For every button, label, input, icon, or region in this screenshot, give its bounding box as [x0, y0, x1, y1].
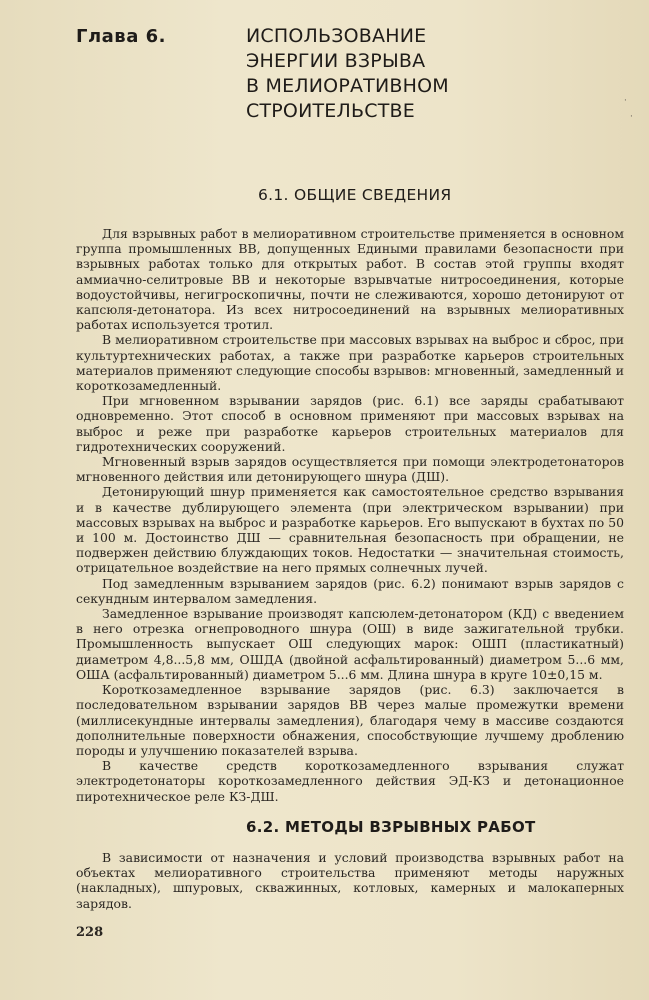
paragraph: При мгновенном взрывании зарядов (рис. 6.1) все заряды срабатывают одновременно. Этот способ в основном применяют при массовых взрывах на выброс и реже при разработке карьеров строительных материалов для гидротехнических сооружений. — [76, 393, 624, 454]
section-title-general: 6.1. ОБЩИЕ СВЕДЕНИЯ — [258, 186, 452, 204]
chapter-title-line: ЭНЕРГИИ ВЗРЫВА — [246, 50, 426, 72]
paragraph: Под замедленным взрыванием зарядов (рис. 6.2) понимают взрыв зарядов с секундным интервалом замедления. — [76, 575, 624, 606]
print-speck: · — [630, 112, 633, 122]
paragraph: В мелиоративном строительстве при массовых взрывах на выброс и сброс, при культуртехнических работах, а также при разработке карьеров строительных материалов применяют следующие способы взрывов: мгновенный, замедленный и короткозамедленный. — [76, 332, 624, 394]
section-body-general — [76, 226, 624, 804]
section-body-methods — [76, 850, 624, 911]
paragraph: Для взрывных работ в мелиоративном строительстве применяется в основном группа промышленных ВВ, допущенных Едиными правилами безопасности при взрывных работах только для открытых работ. В состав этой группы входят аммиачно-селитровые ВВ и некоторые взрывчатые нитросоединения, которые водоустойчивы, негигроскопичны, почти не слеживаются, хорошо детонируют от капсюля-детонатора. Из всех нитросоединений на взрывных мелиоративных работах используется тротил. — [76, 226, 624, 333]
chapter-title-line: В МЕЛИОРАТИВНОМ — [246, 75, 449, 97]
section-title-methods: 6.2. МЕТОДЫ ВЗРЫВНЫХ РАБОТ — [246, 818, 536, 836]
chapter-title — [246, 24, 449, 124]
chapter-title-line: СТРОИТЕЛЬСТВЕ — [246, 100, 415, 122]
paragraph: Замедленное взрывание производят капсюлем-детонатором (КД) с введением в него отрезка огнепроводного шнура (ОШ) в виде зажигательной трубки. Промышленность выпускает ОШ следующих марок: ОШП (пластикатный) диаметром 4,8...5,8 мм, ОШДА (двойной асфальтированный) диаметром 5...6 мм, ОША (асфальтированный) диаметром 5...6 мм. Длина шнура в круге 10±0,15 м. — [76, 606, 624, 682]
chapter-title-line: ИСПОЛЬЗОВАНИЕ — [246, 25, 427, 47]
paragraph: Короткозамедленное взрывание зарядов (рис. 6.3) заключается в последовательном взрывании зарядов ВВ через малые промежутки времени (миллисекундные интервалы замедления), благодаря чему в массиве создаются дополнительные поверхности обнажения, способствующие лучшему дроблению породы и улучшению показателей взрыва. — [76, 682, 624, 758]
paragraph: В качестве средств короткозамедленного взрывания служат электродетонаторы короткозамедленного действия ЭД-КЗ и детонационное пиротехническое реле КЗ-ДШ. — [76, 758, 624, 804]
page-number: 228 — [76, 925, 104, 940]
paragraph: В зависимости от назначения и условий производства взрывных работ на объектах мелиоративного строительства применяют методы наружных (накладных), шпуровых, скважинных, котловых, камерных и малокаперных зарядов. — [76, 850, 624, 911]
chapter-label: Глава 6. — [76, 26, 166, 47]
paragraph: Мгновенный взрыв зарядов осуществляется при помощи электродетонаторов мгновенного действия или детонирующего шнура (ДШ). — [76, 454, 624, 485]
paragraph: Детонирующий шнур применяется как самостоятельное средство взрывания и в качестве дублирующего элемента (при электрическом взрывании) при массовых взрывах на выброс и разработке карьеров. Его выпускают в бухтах по 50 и 100 м. Достоинство ДШ — сравнительная безопасность при обращении, не подвержен действию блуждающих токов. Недостатки — значительная стоимость, отрицательное воздействие на него прямых солнечных лучей. — [76, 484, 624, 576]
print-speck: · — [624, 96, 627, 106]
